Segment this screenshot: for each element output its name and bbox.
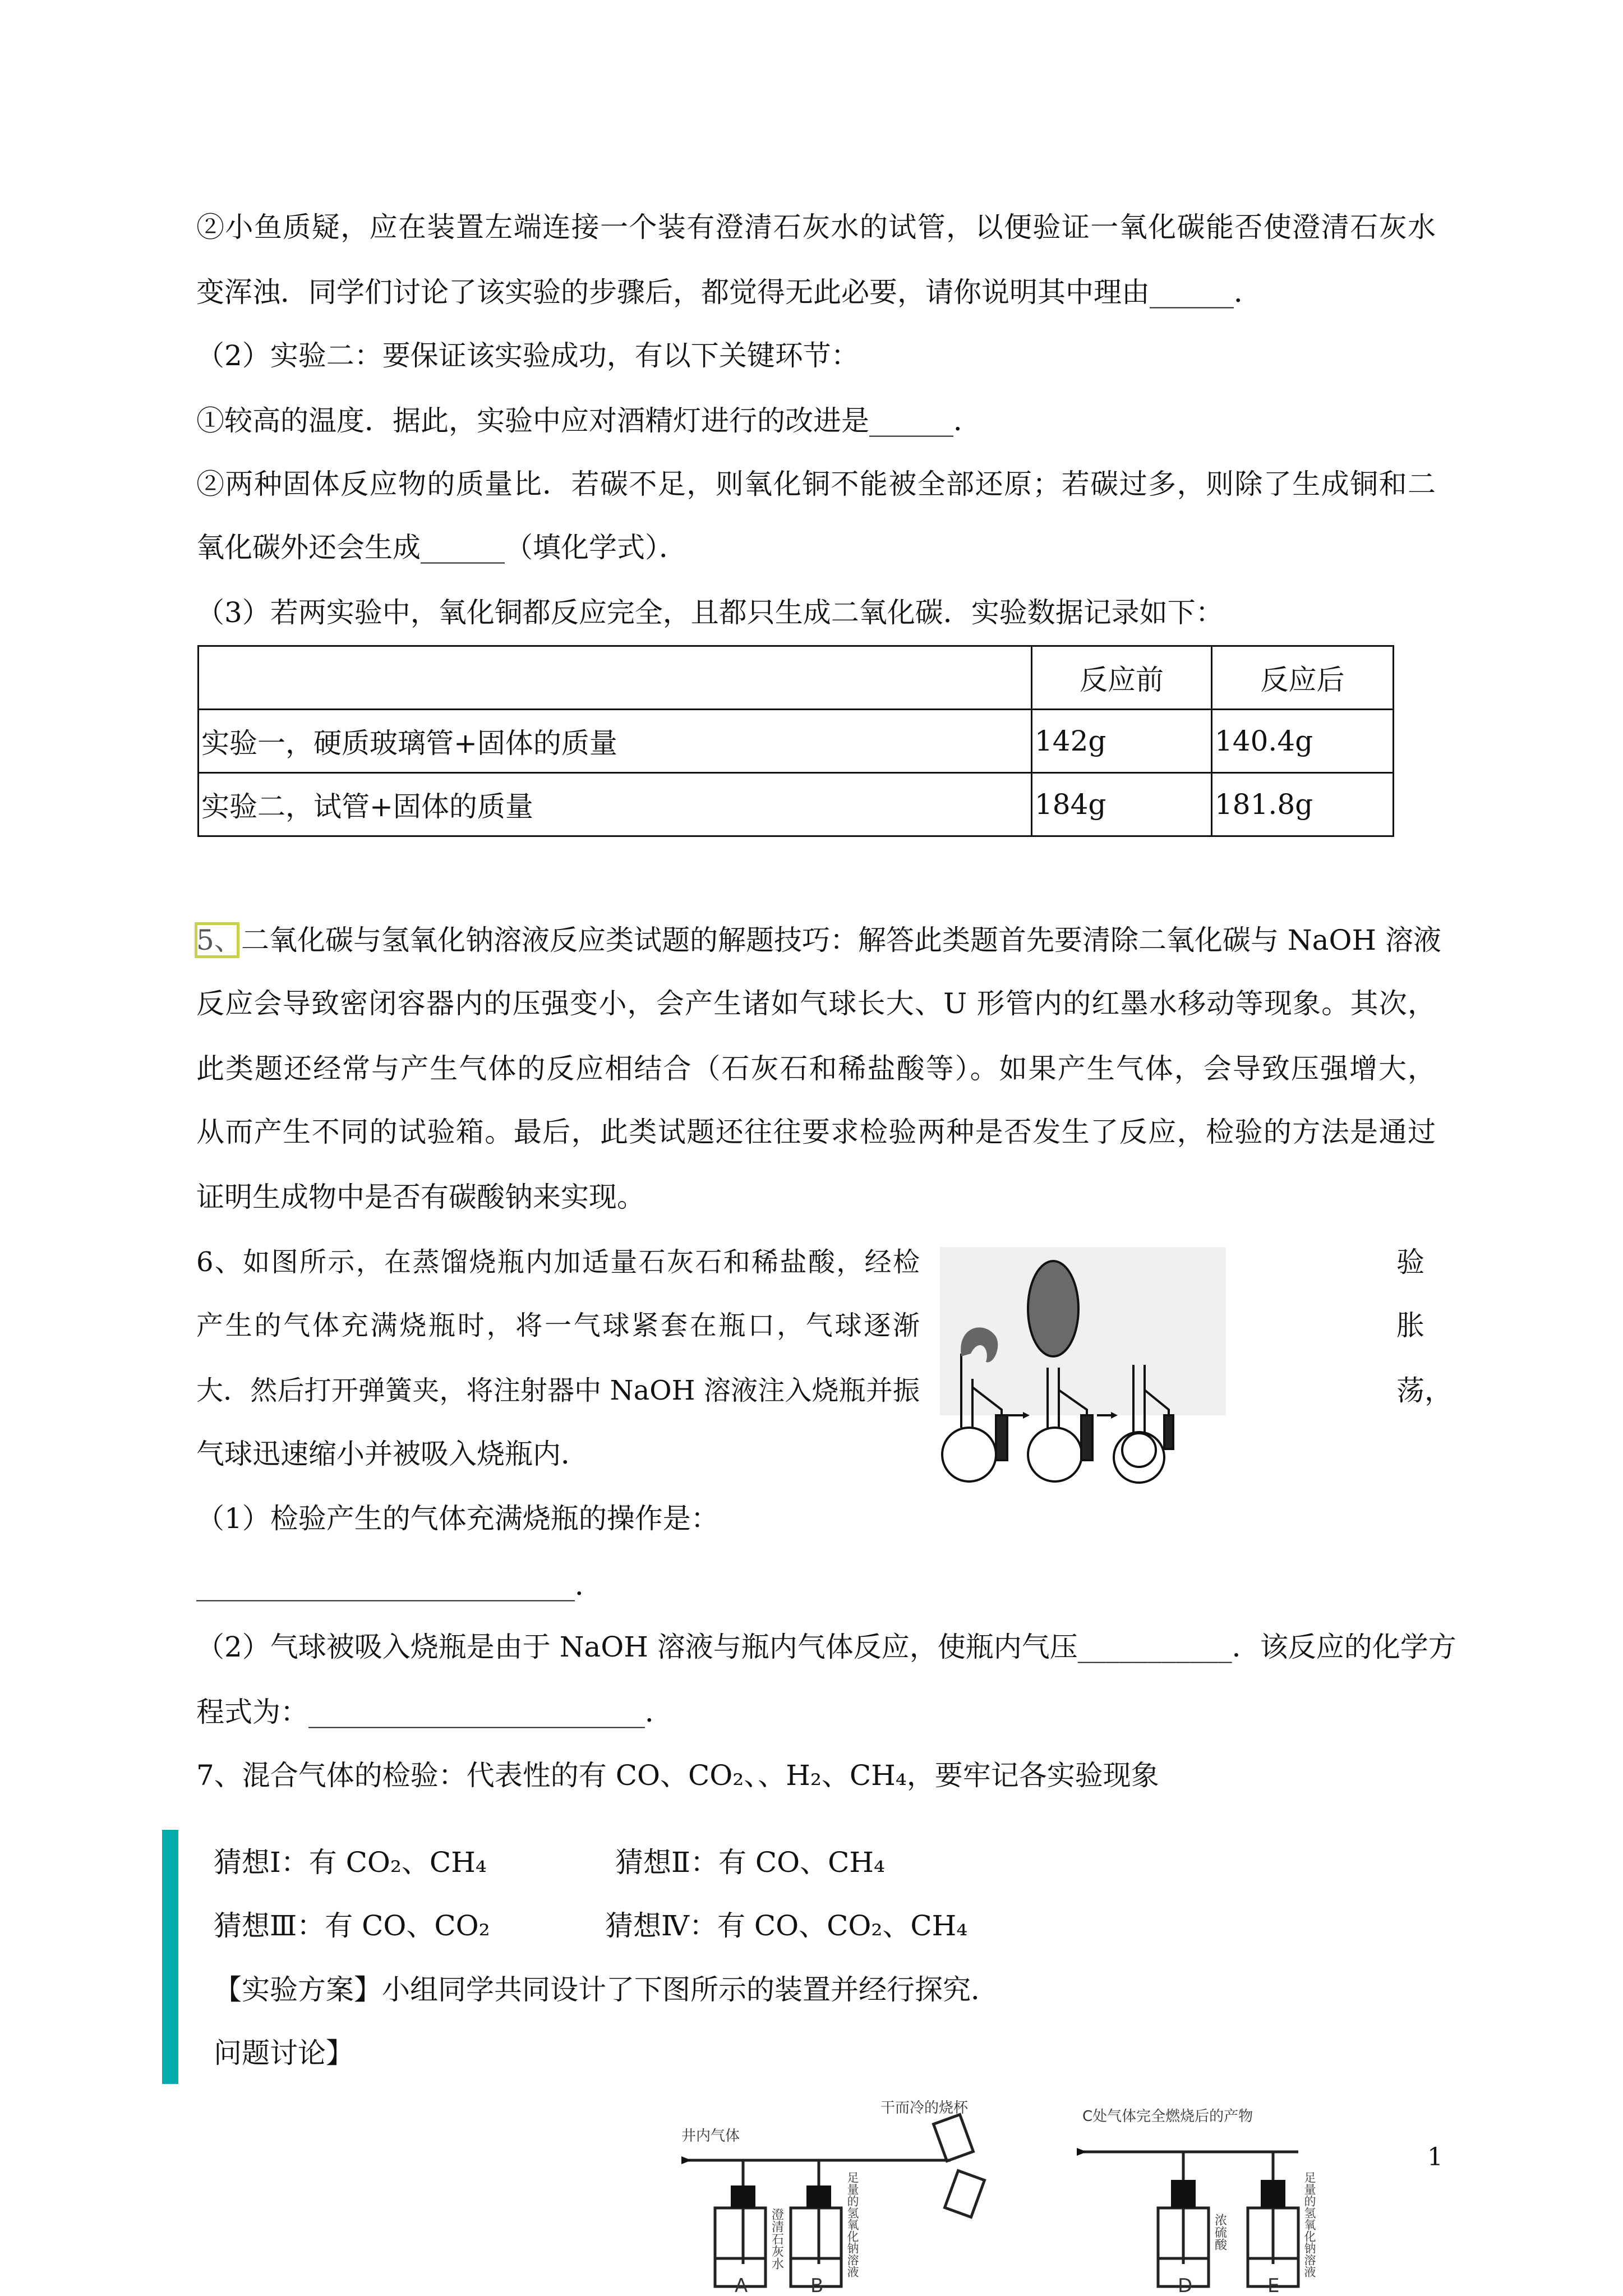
q5-line-2: 反应会导致密闭容器内的压强变小，会产生诸如气球长大、U 形管内的红墨水移动等现象。其次， <box>196 987 1436 1020</box>
guess-1: 猜想Ⅰ：有 CO₂、CH₄ <box>214 1846 487 1879</box>
bottle-label-a: A <box>735 2275 748 2296</box>
q4-line-7: （3）若两实验中，氧化铜都反应完全，且都只生成二氧化碳．实验数据记录如下： <box>196 596 1224 629</box>
bottle-label-d: D <box>1178 2275 1193 2296</box>
table-cell: 实验一，硬质玻璃管+固体的质量 <box>199 710 1032 773</box>
balloon-flask-figure <box>940 1247 1226 1499</box>
q6-sub2-line-2: 程式为：________________________． <box>196 1696 673 1728</box>
q5-number: 5、 <box>196 924 242 956</box>
label-reagent-b: 足量的氢氧化钠溶液 <box>846 2171 859 2277</box>
table-header-row <box>199 646 1394 710</box>
table-header-cell: 反应前 <box>1032 646 1212 710</box>
q4-line-4: ①较高的温度．据此，实验中应对酒精灯进行的改进是______． <box>196 404 981 437</box>
guess-3: 猜想Ⅲ：有 CO、CO₂ <box>214 1910 490 1942</box>
q4-line-5: ②两种固体反应物的质量比．若碳不足，则氧化铜不能被全部还原；若碳过多，则除了生成铜和二 <box>196 468 1436 500</box>
q5-line-3: 此类题还经常与产生气体的反应相结合（石灰石和稀盐酸等）。如果产生气体，会导致压强增大， <box>196 1052 1436 1085</box>
q4-line-1: ②小鱼质疑，应在装置左端连接一个装有澄清石灰水的试管，以便验证一氧化碳能否使澄清石灰水 <box>196 211 1436 243</box>
table-cell: 实验二，试管+固体的质量 <box>199 773 1032 836</box>
q6-sub1-answer-blank[interactable]: ___________________________． <box>196 1569 603 1602</box>
q7-title: 7、混合气体的检验：代表性的有 CO、CO₂、、H₂、CH₄，要牢记各实验现象 <box>196 1759 1159 1792</box>
q6-line-4: 气球迅速缩小并被吸入烧瓶内． <box>196 1438 589 1470</box>
q5-line-5: 证明生成物中是否有碳酸钠来实现。 <box>196 1181 645 1213</box>
sidebar-accent-bar <box>162 1830 178 2084</box>
problem-discussion: 问题讨论】 <box>214 2037 354 2069</box>
q4-line-2: 变浑浊．同学们讨论了该实验的步骤后，都觉得无此必要，请你说明其中理由______． <box>196 276 1262 309</box>
q4-line-3: （2）实验二：要保证该实验成功，有以下关键环节： <box>196 339 859 372</box>
q6-line-1: 6、如图所示，在蒸馏烧瓶内加适量石灰石和稀盐酸，经检 <box>196 1246 920 1278</box>
table-row <box>199 710 1394 773</box>
q6-sub1: （1）检验产生的气体充满烧瓶的操作是： <box>196 1502 719 1535</box>
table-row <box>199 773 1394 836</box>
gas-apparatus-figure <box>681 2096 1357 2296</box>
q6-wrap-char: 验 <box>1396 1246 1424 1278</box>
q6-line-3: 大．然后打开弹簧夹，将注射器中 NaOH 溶液注入烧瓶并振 <box>196 1375 920 1406</box>
q5-line-4: 从而产生不同的试验箱。最后，此类试题还往往要求检验两种是否发生了反应，检验的方法是通过 <box>196 1116 1436 1148</box>
bottle-label-b: B <box>810 2275 824 2296</box>
label-beaker: 干而冷的烧杯 <box>880 2100 969 2116</box>
table-header-cell <box>199 646 1032 710</box>
q5-line-1: 二氧化碳与氢氧化钠溶液反应类试题的解题技巧：解答此类题首先要清除二氧化碳与 NaOH 溶液 <box>241 924 1441 956</box>
guess-4: 猜想Ⅳ：有 CO、CO₂、CH₄ <box>605 1910 968 1942</box>
label-products: C处气体完全燃烧后的产物 <box>1082 2108 1253 2125</box>
table-cell: 181.8g <box>1212 773 1394 836</box>
q6-wrap-char: 胀 <box>1396 1309 1424 1342</box>
experiment-plan: 【实验方案】小组同学共同设计了下图所示的装置并经行探究． <box>214 1973 999 2006</box>
q4-line-6: 氧化碳外还会生成______（填化学式）． <box>196 531 687 564</box>
data-table <box>197 645 1394 837</box>
guess-2: 猜想Ⅱ：有 CO、CH₄ <box>615 1846 886 1879</box>
label-reagent-d: 浓硫酸 <box>1212 2214 1227 2251</box>
table-cell: 184g <box>1032 773 1212 836</box>
bottle-label-e: E <box>1267 2275 1280 2296</box>
label-inlet: 井内气体 <box>681 2128 740 2145</box>
table-cell: 140.4g <box>1212 710 1394 773</box>
label-reagent-e: 足量的氢氧化钠溶液 <box>1303 2171 1316 2277</box>
q6-line-2: 产生的气体充满烧瓶时，将一气球紧套在瓶口，气球逐渐 <box>196 1310 920 1341</box>
q6-wrap-char: 荡， <box>1396 1374 1453 1407</box>
page-number: 1 <box>1427 2143 1443 2171</box>
table-header-cell: 反应后 <box>1212 646 1394 710</box>
q6-sub2-line-1: （2）气球被吸入烧瓶是由于 NaOH 溶液与瓶内气体反应，使瓶内气压___________．该反应的化学方 <box>196 1631 1456 1663</box>
table-cell: 142g <box>1032 710 1212 773</box>
label-reagent-a: 澄清石灰水 <box>769 2208 784 2270</box>
